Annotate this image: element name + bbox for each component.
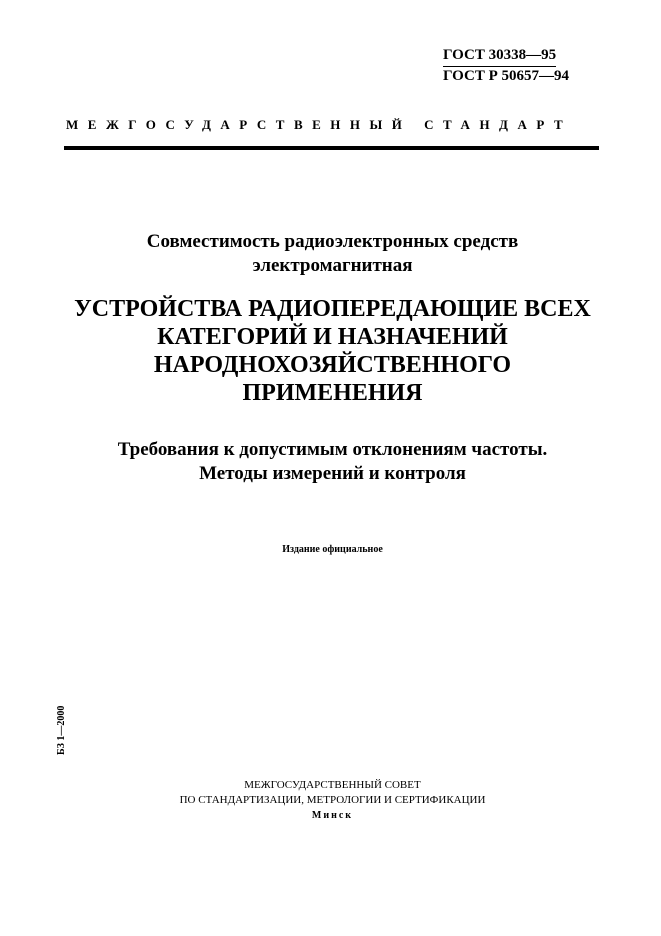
title-line: ПРИМЕНЕНИЯ — [242, 380, 423, 406]
publisher-line: ПО СТАНДАРТИЗАЦИИ, МЕТРОЛОГИИ И СЕРТИФИКАЦИИ — [179, 794, 486, 806]
header-divider — [64, 146, 599, 150]
title-line: КАТЕГОРИЙ И НАЗНАЧЕНИЙ — [157, 324, 508, 350]
title-line: УСТРОЙСТВА РАДИОПЕРЕДАЮЩИЕ ВСЕХ — [74, 296, 591, 322]
edition-label: Издание официальное — [282, 544, 383, 555]
publisher-city: Минск — [311, 810, 354, 821]
subtitle-line: электромагнитная — [252, 255, 413, 276]
standard-number-gost: ГОСТ 30338—95 — [443, 46, 556, 67]
standard-number-gost-r: ГОСТ Р 50657—94 — [443, 68, 570, 84]
publisher-line: МЕЖГОСУДАРСТВЕННЫЙ СОВЕТ — [244, 779, 421, 791]
standard-type-heading: МЕЖГОСУДАРСТВЕННЫЙ СТАНДАРТ — [66, 117, 573, 132]
side-code: БЗ 1—2000 — [56, 705, 67, 755]
publisher-block — [40, 778, 625, 823]
requirements-line: Методы измерений и контроля — [199, 463, 466, 484]
requirements-line: Требования к допустимым отклонениям частоты. — [117, 439, 548, 460]
document-subtitle — [40, 230, 625, 278]
standard-numbers — [443, 46, 569, 86]
subtitle-line: Совместимость радиоэлектронных средств — [146, 231, 519, 252]
title-line: НАРОДНОХОЗЯЙСТВЕННОГО — [153, 352, 512, 378]
requirements-subtitle — [40, 438, 625, 486]
document-title — [40, 295, 625, 407]
